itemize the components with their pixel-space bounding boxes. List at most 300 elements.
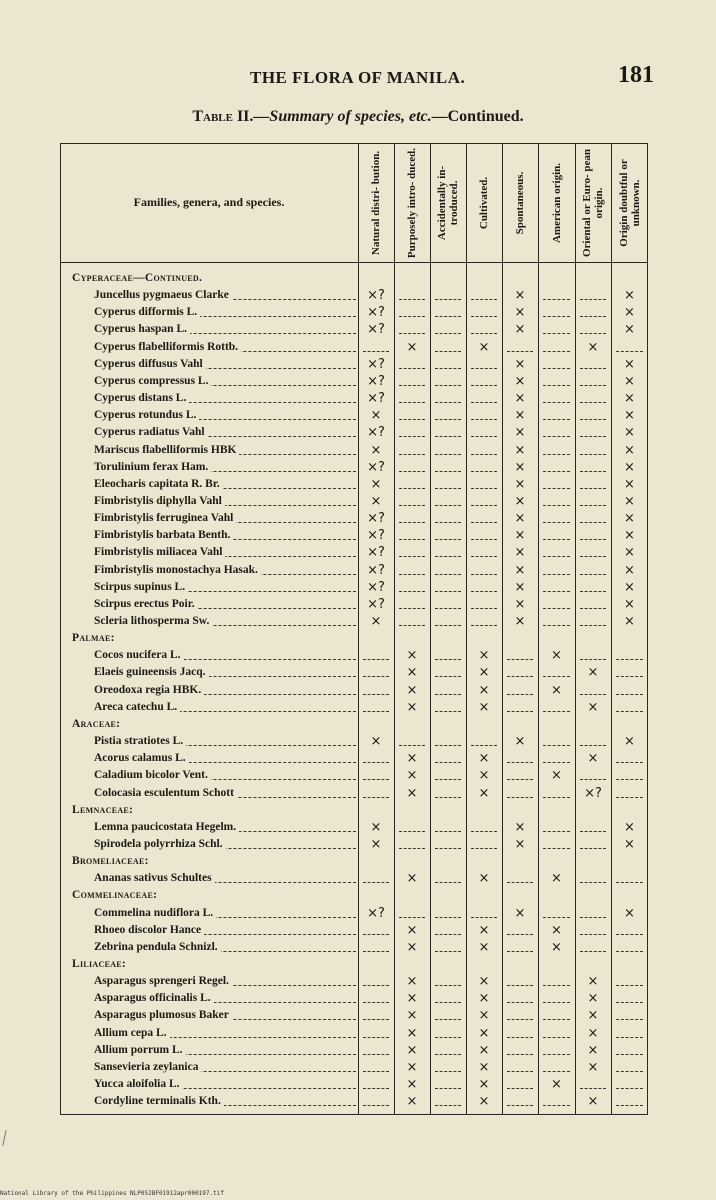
empty-cell bbox=[502, 1025, 538, 1042]
cross-mark: × bbox=[514, 819, 526, 835]
mark-cell bbox=[611, 905, 648, 922]
empty-cell bbox=[466, 304, 502, 321]
empty-cell bbox=[502, 682, 538, 699]
mark-cell bbox=[502, 424, 538, 441]
species-text: Lemna paucicostata Hegelm. bbox=[94, 821, 239, 833]
empty-cell bbox=[575, 836, 611, 853]
empty-cell bbox=[502, 1076, 538, 1093]
empty-cell bbox=[575, 544, 611, 561]
empty-cell bbox=[466, 596, 502, 613]
mark-cell bbox=[466, 664, 502, 681]
empty-cell bbox=[502, 664, 538, 681]
species-text: Commelina nudiflora L. bbox=[94, 907, 216, 919]
empty-cell bbox=[358, 767, 394, 784]
species-name bbox=[94, 289, 356, 303]
cross-mark: × bbox=[624, 493, 635, 509]
species-text: Cyperus distans L. bbox=[94, 392, 189, 404]
family-name: Commelinaceae: bbox=[72, 889, 158, 902]
cross-mark: × bbox=[514, 322, 526, 338]
mark-cell bbox=[358, 442, 394, 459]
species-name bbox=[94, 992, 356, 1006]
species-text: Cocos nucifera L. bbox=[94, 649, 184, 661]
empty-cell bbox=[430, 373, 466, 390]
column-header-text: Oriental or Euro- pean origin. bbox=[581, 148, 605, 257]
empty-cell bbox=[430, 767, 466, 784]
mark-cell bbox=[611, 510, 648, 527]
cross-mark: × bbox=[624, 356, 635, 372]
column-header-text: Origin doubtful or unknown. bbox=[617, 158, 642, 247]
empty-cell bbox=[575, 304, 611, 321]
species-text: Cyperus flabelliformis Rottb. bbox=[94, 341, 241, 353]
cross-mark: × bbox=[624, 545, 635, 561]
empty-cell bbox=[430, 819, 466, 836]
cross-mark: × bbox=[370, 493, 382, 509]
cross-mark: × bbox=[514, 528, 526, 544]
mark-cell bbox=[394, 1025, 430, 1042]
cross-mark: × bbox=[587, 991, 599, 1007]
empty-cell bbox=[430, 544, 466, 561]
empty-cell bbox=[575, 407, 611, 424]
mark-cell bbox=[358, 304, 394, 321]
empty-cell bbox=[430, 476, 466, 493]
species-name bbox=[94, 375, 356, 389]
mark-cell bbox=[466, 973, 502, 990]
cross-mark: × bbox=[478, 648, 490, 664]
cross-mark: × bbox=[514, 356, 526, 372]
family-name: Palmae: bbox=[72, 632, 115, 645]
empty-cell bbox=[575, 579, 611, 596]
species-name bbox=[94, 649, 356, 663]
mark-cell bbox=[358, 407, 394, 424]
empty-cell bbox=[430, 321, 466, 338]
empty-cell bbox=[611, 870, 648, 887]
cross-mark: × bbox=[587, 699, 599, 715]
empty-cell bbox=[502, 785, 538, 802]
cross-mark: × bbox=[406, 785, 418, 801]
mark-cell bbox=[502, 304, 538, 321]
cross-mark: × bbox=[624, 305, 635, 321]
empty-cell bbox=[538, 390, 575, 407]
empty-cell bbox=[611, 922, 648, 939]
cross-mark: × bbox=[406, 1077, 418, 1093]
empty-cell bbox=[466, 510, 502, 527]
empty-cell bbox=[358, 1007, 394, 1024]
cross-mark: × bbox=[406, 939, 418, 955]
empty-cell bbox=[575, 939, 611, 956]
cross-mark: × bbox=[624, 425, 635, 441]
species-text: Allium porrum L. bbox=[94, 1044, 186, 1056]
table-row bbox=[60, 1076, 648, 1093]
mark-cell bbox=[502, 544, 538, 561]
species-name bbox=[94, 615, 356, 629]
table-title: —Summary of species, etc. bbox=[253, 108, 432, 125]
species-text: Allium cepa L. bbox=[94, 1027, 170, 1039]
mark-cell bbox=[502, 476, 538, 493]
empty-cell bbox=[430, 870, 466, 887]
cross-mark: ×? bbox=[367, 425, 385, 441]
cross-mark: × bbox=[624, 391, 635, 407]
mark-cell bbox=[358, 544, 394, 561]
cross-mark: × bbox=[478, 682, 490, 698]
cross-mark: × bbox=[624, 734, 635, 750]
mark-cell bbox=[358, 476, 394, 493]
mark-cell bbox=[575, 973, 611, 990]
empty-cell bbox=[430, 750, 466, 767]
empty-cell bbox=[430, 304, 466, 321]
empty-cell bbox=[611, 785, 648, 802]
cross-mark: ×? bbox=[367, 579, 385, 595]
mark-cell bbox=[358, 836, 394, 853]
table-row bbox=[60, 424, 648, 441]
column-header-text: Purposely intro- duced. bbox=[406, 147, 418, 258]
empty-cell bbox=[575, 390, 611, 407]
species-name bbox=[94, 444, 356, 458]
table-row bbox=[60, 373, 648, 390]
mark-cell bbox=[466, 339, 502, 356]
species-name bbox=[94, 306, 356, 320]
cross-mark: × bbox=[624, 819, 635, 835]
empty-cell bbox=[575, 459, 611, 476]
mark-cell bbox=[394, 1059, 430, 1076]
mark-cell bbox=[358, 527, 394, 544]
species-name bbox=[94, 907, 356, 921]
species-name bbox=[94, 358, 356, 372]
species-name bbox=[94, 323, 356, 337]
species-name bbox=[94, 512, 356, 526]
empty-cell bbox=[358, 922, 394, 939]
species-name bbox=[94, 666, 356, 680]
species-text: Cordyline terminalis Kth. bbox=[94, 1095, 224, 1107]
table-row bbox=[60, 699, 648, 716]
cross-mark: × bbox=[370, 614, 382, 629]
empty-cell bbox=[430, 1025, 466, 1042]
cross-mark: × bbox=[514, 391, 526, 407]
empty-cell bbox=[538, 544, 575, 561]
mark-cell bbox=[538, 682, 575, 699]
empty-cell bbox=[430, 339, 466, 356]
mark-cell bbox=[502, 407, 538, 424]
mark-cell bbox=[538, 647, 575, 664]
empty-cell bbox=[575, 870, 611, 887]
cross-mark: × bbox=[406, 871, 418, 887]
mark-cell bbox=[502, 510, 538, 527]
mark-cell bbox=[611, 596, 648, 613]
table-row bbox=[60, 390, 648, 407]
empty-cell bbox=[430, 664, 466, 681]
table-row bbox=[60, 750, 648, 767]
species-text: Juncellus pygmaeus Clarke bbox=[94, 289, 232, 301]
mark-cell bbox=[575, 1042, 611, 1059]
empty-cell bbox=[430, 459, 466, 476]
empty-cell bbox=[611, 1042, 648, 1059]
table-row bbox=[60, 321, 648, 338]
cross-mark: × bbox=[587, 751, 599, 767]
empty-cell bbox=[430, 836, 466, 853]
species-name bbox=[94, 838, 356, 852]
empty-cell bbox=[502, 1007, 538, 1024]
table-row bbox=[60, 922, 648, 939]
cross-mark: × bbox=[406, 1008, 418, 1024]
cross-mark: × bbox=[587, 1059, 599, 1075]
empty-cell bbox=[430, 424, 466, 441]
empty-cell bbox=[538, 339, 575, 356]
empty-cell bbox=[538, 613, 575, 630]
cross-mark: × bbox=[478, 785, 490, 801]
species-text: Cyperus diffusus Vahl bbox=[94, 358, 206, 370]
mark-cell bbox=[502, 905, 538, 922]
empty-cell bbox=[538, 1093, 575, 1110]
cross-mark: × bbox=[478, 1008, 490, 1024]
family-row bbox=[60, 630, 648, 647]
mark-cell bbox=[358, 733, 394, 750]
empty-cell bbox=[611, 664, 648, 681]
empty-cell bbox=[538, 1025, 575, 1042]
species-name bbox=[94, 975, 356, 989]
cross-mark: × bbox=[587, 1042, 599, 1058]
empty-cell bbox=[575, 596, 611, 613]
species-text: Eleocharis capitata R. Br. bbox=[94, 478, 223, 490]
empty-cell bbox=[575, 442, 611, 459]
empty-cell bbox=[538, 287, 575, 304]
empty-cell bbox=[502, 699, 538, 716]
species-text: Fimbristylis miliacea Vahl bbox=[94, 546, 225, 558]
cross-mark: × bbox=[406, 682, 418, 698]
empty-cell bbox=[575, 647, 611, 664]
empty-cell bbox=[358, 1093, 394, 1110]
cross-mark: × bbox=[406, 699, 418, 715]
empty-cell bbox=[466, 493, 502, 510]
family-name: Bromeliaceae: bbox=[72, 855, 149, 868]
mark-cell bbox=[358, 510, 394, 527]
cross-mark: × bbox=[514, 425, 526, 441]
cross-mark: × bbox=[514, 734, 526, 750]
cross-mark: × bbox=[478, 699, 490, 715]
table-row bbox=[60, 1059, 648, 1076]
mark-cell bbox=[538, 1076, 575, 1093]
column-header-4 bbox=[466, 143, 502, 262]
column-header-text: Accidentally in- troduced. bbox=[436, 165, 460, 240]
empty-cell bbox=[538, 407, 575, 424]
empty-cell bbox=[430, 905, 466, 922]
empty-cell bbox=[394, 459, 430, 476]
empty-cell bbox=[502, 1093, 538, 1110]
empty-cell bbox=[394, 819, 430, 836]
cross-mark: ×? bbox=[367, 373, 385, 389]
species-name bbox=[94, 787, 356, 801]
table-row bbox=[60, 476, 648, 493]
cross-mark: × bbox=[406, 991, 418, 1007]
cross-mark: × bbox=[514, 562, 526, 578]
empty-cell bbox=[538, 579, 575, 596]
empty-cell bbox=[394, 905, 430, 922]
species-name bbox=[94, 1095, 356, 1109]
cross-mark: × bbox=[514, 614, 526, 629]
empty-cell bbox=[538, 664, 575, 681]
cross-mark: ×? bbox=[367, 562, 385, 578]
species-text: Cyperus radiatus Vahl bbox=[94, 426, 208, 438]
empty-cell bbox=[575, 510, 611, 527]
mark-cell bbox=[394, 939, 430, 956]
empty-cell bbox=[575, 1076, 611, 1093]
empty-cell bbox=[538, 356, 575, 373]
mark-cell bbox=[502, 613, 538, 630]
mark-cell bbox=[394, 767, 430, 784]
mark-cell bbox=[611, 476, 648, 493]
mark-cell bbox=[502, 321, 538, 338]
empty-cell bbox=[358, 973, 394, 990]
table-row bbox=[60, 544, 648, 561]
empty-cell bbox=[394, 373, 430, 390]
empty-cell bbox=[466, 287, 502, 304]
empty-cell bbox=[538, 424, 575, 441]
mark-cell bbox=[502, 819, 538, 836]
mark-cell bbox=[358, 373, 394, 390]
mark-cell bbox=[502, 836, 538, 853]
family-row bbox=[60, 270, 648, 287]
empty-cell bbox=[538, 459, 575, 476]
family-name: Liliaceae: bbox=[72, 958, 127, 970]
cross-mark: × bbox=[478, 1077, 490, 1093]
cross-mark: ×? bbox=[367, 511, 385, 527]
species-text: Scirpus supinus L. bbox=[94, 581, 188, 593]
mark-cell bbox=[466, 1059, 502, 1076]
mark-cell bbox=[575, 664, 611, 681]
empty-cell bbox=[575, 613, 611, 630]
species-text: Mariscus flabelliformis HBK bbox=[94, 444, 239, 456]
table-caption bbox=[0, 108, 716, 126]
empty-cell bbox=[575, 476, 611, 493]
species-name bbox=[94, 872, 356, 886]
mark-cell bbox=[502, 373, 538, 390]
empty-cell bbox=[394, 304, 430, 321]
mark-cell bbox=[358, 356, 394, 373]
cross-mark: × bbox=[406, 1059, 418, 1075]
cross-mark: × bbox=[406, 1042, 418, 1058]
families-header-text: Families, genera, and species. bbox=[133, 195, 285, 209]
empty-cell bbox=[358, 1076, 394, 1093]
table-label: Table II. bbox=[192, 108, 254, 125]
empty-cell bbox=[575, 287, 611, 304]
empty-cell bbox=[430, 562, 466, 579]
empty-cell bbox=[611, 699, 648, 716]
mark-cell bbox=[358, 596, 394, 613]
mark-cell bbox=[358, 819, 394, 836]
mark-cell bbox=[538, 767, 575, 784]
column-header-2 bbox=[394, 143, 430, 262]
empty-cell bbox=[358, 939, 394, 956]
empty-cell bbox=[538, 973, 575, 990]
table-row bbox=[60, 493, 648, 510]
empty-cell bbox=[466, 442, 502, 459]
species-text: Acorus calamus L. bbox=[94, 752, 189, 764]
cross-mark: × bbox=[551, 871, 562, 887]
species-text: Yucca aloifolia L. bbox=[94, 1078, 183, 1090]
empty-cell bbox=[538, 442, 575, 459]
cross-mark: × bbox=[406, 665, 418, 681]
empty-cell bbox=[394, 356, 430, 373]
page-number: 181 bbox=[618, 62, 654, 88]
empty-cell bbox=[502, 922, 538, 939]
cross-mark: × bbox=[514, 905, 526, 921]
cross-mark: × bbox=[406, 768, 418, 784]
mark-cell bbox=[358, 424, 394, 441]
cross-mark: × bbox=[624, 528, 635, 544]
mark-cell bbox=[502, 356, 538, 373]
empty-cell bbox=[430, 922, 466, 939]
empty-cell bbox=[358, 1042, 394, 1059]
species-name bbox=[94, 461, 356, 475]
empty-cell bbox=[430, 356, 466, 373]
mark-cell bbox=[358, 562, 394, 579]
column-header-text: American origin. bbox=[550, 162, 563, 243]
empty-cell bbox=[466, 819, 502, 836]
empty-cell bbox=[538, 304, 575, 321]
empty-cell bbox=[575, 321, 611, 338]
mark-cell bbox=[466, 922, 502, 939]
empty-cell bbox=[538, 596, 575, 613]
table-row bbox=[60, 339, 648, 356]
empty-cell bbox=[575, 356, 611, 373]
cross-mark: × bbox=[551, 922, 562, 938]
mark-cell bbox=[502, 579, 538, 596]
mark-cell bbox=[575, 1025, 611, 1042]
empty-cell bbox=[611, 1007, 648, 1024]
empty-cell bbox=[611, 990, 648, 1007]
mark-cell bbox=[466, 1007, 502, 1024]
mark-cell bbox=[611, 424, 648, 441]
species-name bbox=[94, 546, 356, 560]
cross-mark: ×? bbox=[367, 356, 385, 372]
mark-cell bbox=[358, 493, 394, 510]
empty-cell bbox=[466, 836, 502, 853]
empty-cell bbox=[430, 939, 466, 956]
mark-cell bbox=[394, 1042, 430, 1059]
species-name bbox=[94, 581, 356, 595]
column-header-text: Natural distri- bution. bbox=[370, 150, 382, 255]
margin-mark bbox=[2, 1130, 6, 1146]
empty-cell bbox=[358, 870, 394, 887]
cross-mark: × bbox=[587, 1008, 599, 1024]
species-text: Asparagus sprengeri Regel. bbox=[94, 975, 232, 987]
column-header-3 bbox=[430, 143, 466, 262]
table-row bbox=[60, 562, 648, 579]
species-name bbox=[94, 701, 356, 715]
mark-cell bbox=[394, 973, 430, 990]
table-row bbox=[60, 579, 648, 596]
empty-cell bbox=[358, 682, 394, 699]
cross-mark: × bbox=[587, 974, 599, 990]
cross-mark: ×? bbox=[367, 905, 385, 921]
cross-mark: × bbox=[587, 665, 599, 681]
species-name bbox=[94, 1061, 356, 1075]
cross-mark: × bbox=[406, 974, 418, 990]
empty-cell bbox=[430, 493, 466, 510]
cross-mark: × bbox=[624, 442, 635, 458]
species-name bbox=[94, 924, 356, 938]
species-text: Ananas sativus Schultes bbox=[94, 872, 215, 884]
species-text: Fimbristylis ferruginea Vahl bbox=[94, 512, 236, 524]
empty-cell bbox=[502, 339, 538, 356]
species-name bbox=[94, 409, 356, 423]
empty-cell bbox=[466, 733, 502, 750]
species-text: Fimbristylis barbata Benth. bbox=[94, 529, 233, 541]
header-rule bbox=[60, 262, 648, 263]
empty-cell bbox=[430, 579, 466, 596]
mark-cell bbox=[502, 733, 538, 750]
table-row bbox=[60, 939, 648, 956]
empty-cell bbox=[358, 1059, 394, 1076]
empty-cell bbox=[430, 973, 466, 990]
